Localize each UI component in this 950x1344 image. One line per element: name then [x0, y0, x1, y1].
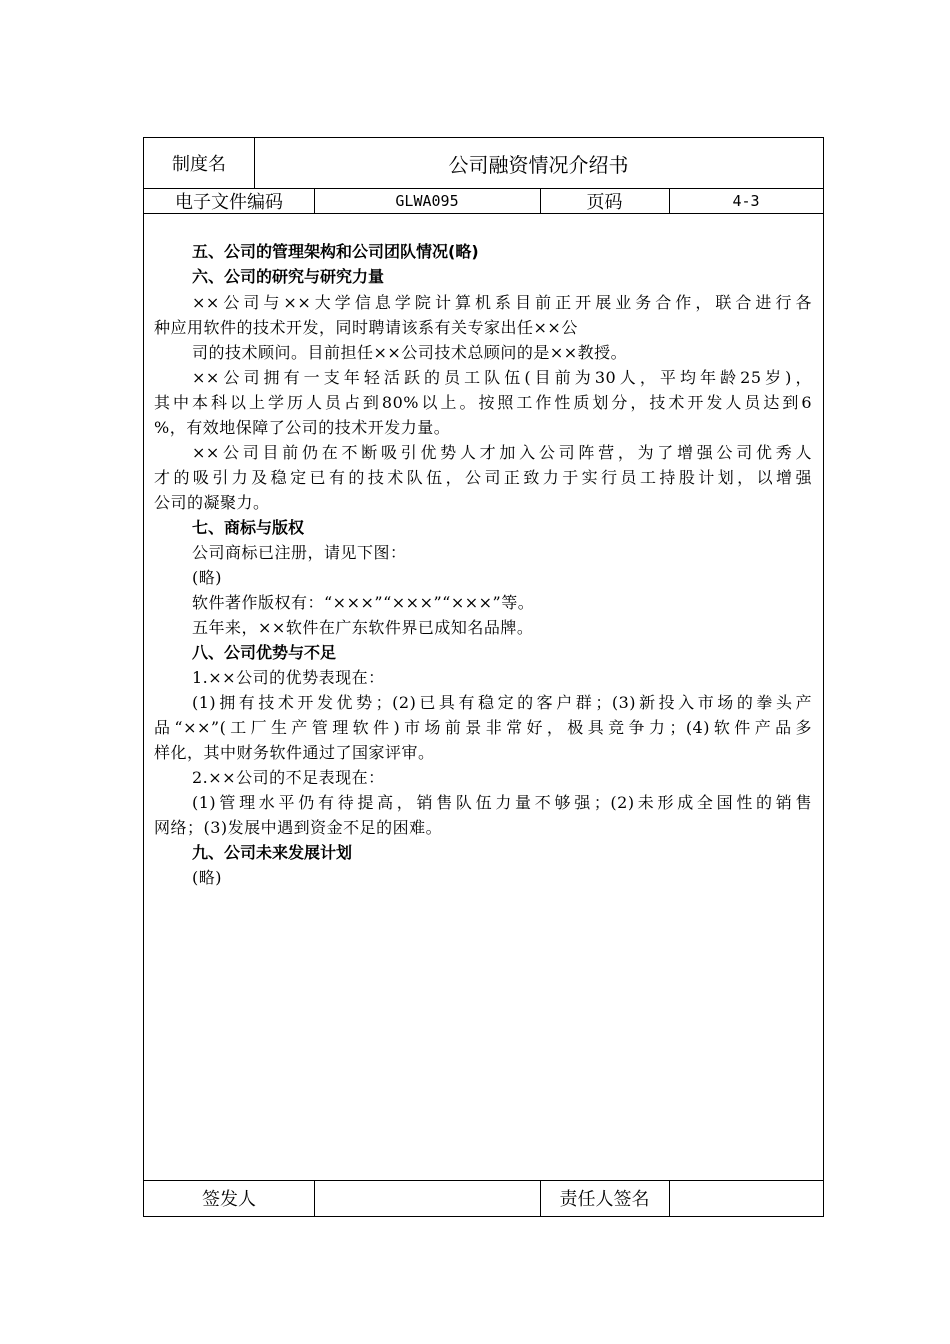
- section-8-heading: 八、公司优势与不足: [192, 643, 337, 662]
- section-7-heading: 七、商标与版权: [192, 518, 305, 537]
- paragraph-line: ××公司与××大学信息学院计算机系目前正开展业务合作，联合进行各: [192, 293, 812, 312]
- paragraph-line: (1)管理水平仍有待提高，销售队伍力量不够强；(2)未形成全国性的销售: [192, 793, 812, 812]
- file-code-label: 电子文件编码: [175, 191, 283, 213]
- paragraph-line: (略): [192, 868, 222, 887]
- paragraph-line: 1.××公司的优势表现在：: [192, 668, 385, 687]
- paragraph-line: 公司的凝聚力。: [154, 493, 270, 512]
- paragraph-line: 公司商标已注册，请见下图：: [192, 543, 407, 562]
- page-label: 页码: [586, 191, 623, 213]
- system-name-label: 制度名: [172, 154, 226, 175]
- paragraph-line: 司的技术顾问。目前担任××公司技术总顾问的是××教授。: [192, 343, 628, 362]
- document-form: [143, 137, 824, 1217]
- paragraph-line: 软件著作版权有：“×××”“×××”“×××”等。: [192, 593, 535, 612]
- paragraph-line: 网络；(3)发展中遇到资金不足的困难。: [154, 818, 443, 837]
- page-value: 4-3: [732, 191, 760, 210]
- responsible-signature-field[interactable]: [669, 1180, 823, 1216]
- paragraph-line: ××公司目前仍在不断吸引优势人才加入公司阵营，为了增强公司优秀人: [192, 443, 812, 462]
- paragraph-line: 才的吸引力及稳定已有的技术队伍，公司正致力于实行员工持股计划，以增强: [154, 468, 812, 487]
- section-6-heading: 六、公司的研究与研究力量: [192, 267, 385, 286]
- document-title: 公司融资情况介绍书: [448, 152, 629, 177]
- paragraph-line: 样化，其中财务软件通过了国家评审。: [154, 743, 435, 762]
- paragraph-line: %，有效地保障了公司的技术开发力量。: [154, 418, 451, 437]
- paragraph-line: 2.××公司的不足表现在：: [192, 768, 385, 787]
- paragraph-line: 五年来，××软件在广东软件界已成知名品牌。: [192, 618, 534, 637]
- issuer-field[interactable]: [314, 1180, 540, 1216]
- paragraph-line: 其中本科以上学历人员占到80%以上。按照工作性质划分，技术开发人员达到6: [154, 393, 812, 412]
- issuer-label: 签发人: [202, 1189, 256, 1210]
- file-code-value: GLWA095: [395, 191, 459, 210]
- paragraph-line: (1)拥有技术开发优势；(2)已具有稳定的客户群；(3)新投入市场的拳头产: [192, 693, 812, 712]
- paragraph-line: 种应用软件的技术开发，同时聘请该系有关专家出任××公: [154, 318, 578, 337]
- section-5-heading: 五、公司的管理架构和公司团队情况(略): [192, 242, 479, 261]
- section-9-heading: 九、公司未来发展计划: [192, 843, 353, 862]
- responsible-signature-label: 责任人签名: [559, 1189, 650, 1210]
- paragraph-line: (略): [192, 568, 222, 587]
- paragraph-line: 品“××”(工厂生产管理软件)市场前景非常好，极具竞争力；(4)软件产品多: [154, 718, 812, 737]
- paragraph-line: ××公司拥有一支年轻活跃的员工队伍(目前为30人，平均年龄25岁)，: [192, 368, 812, 387]
